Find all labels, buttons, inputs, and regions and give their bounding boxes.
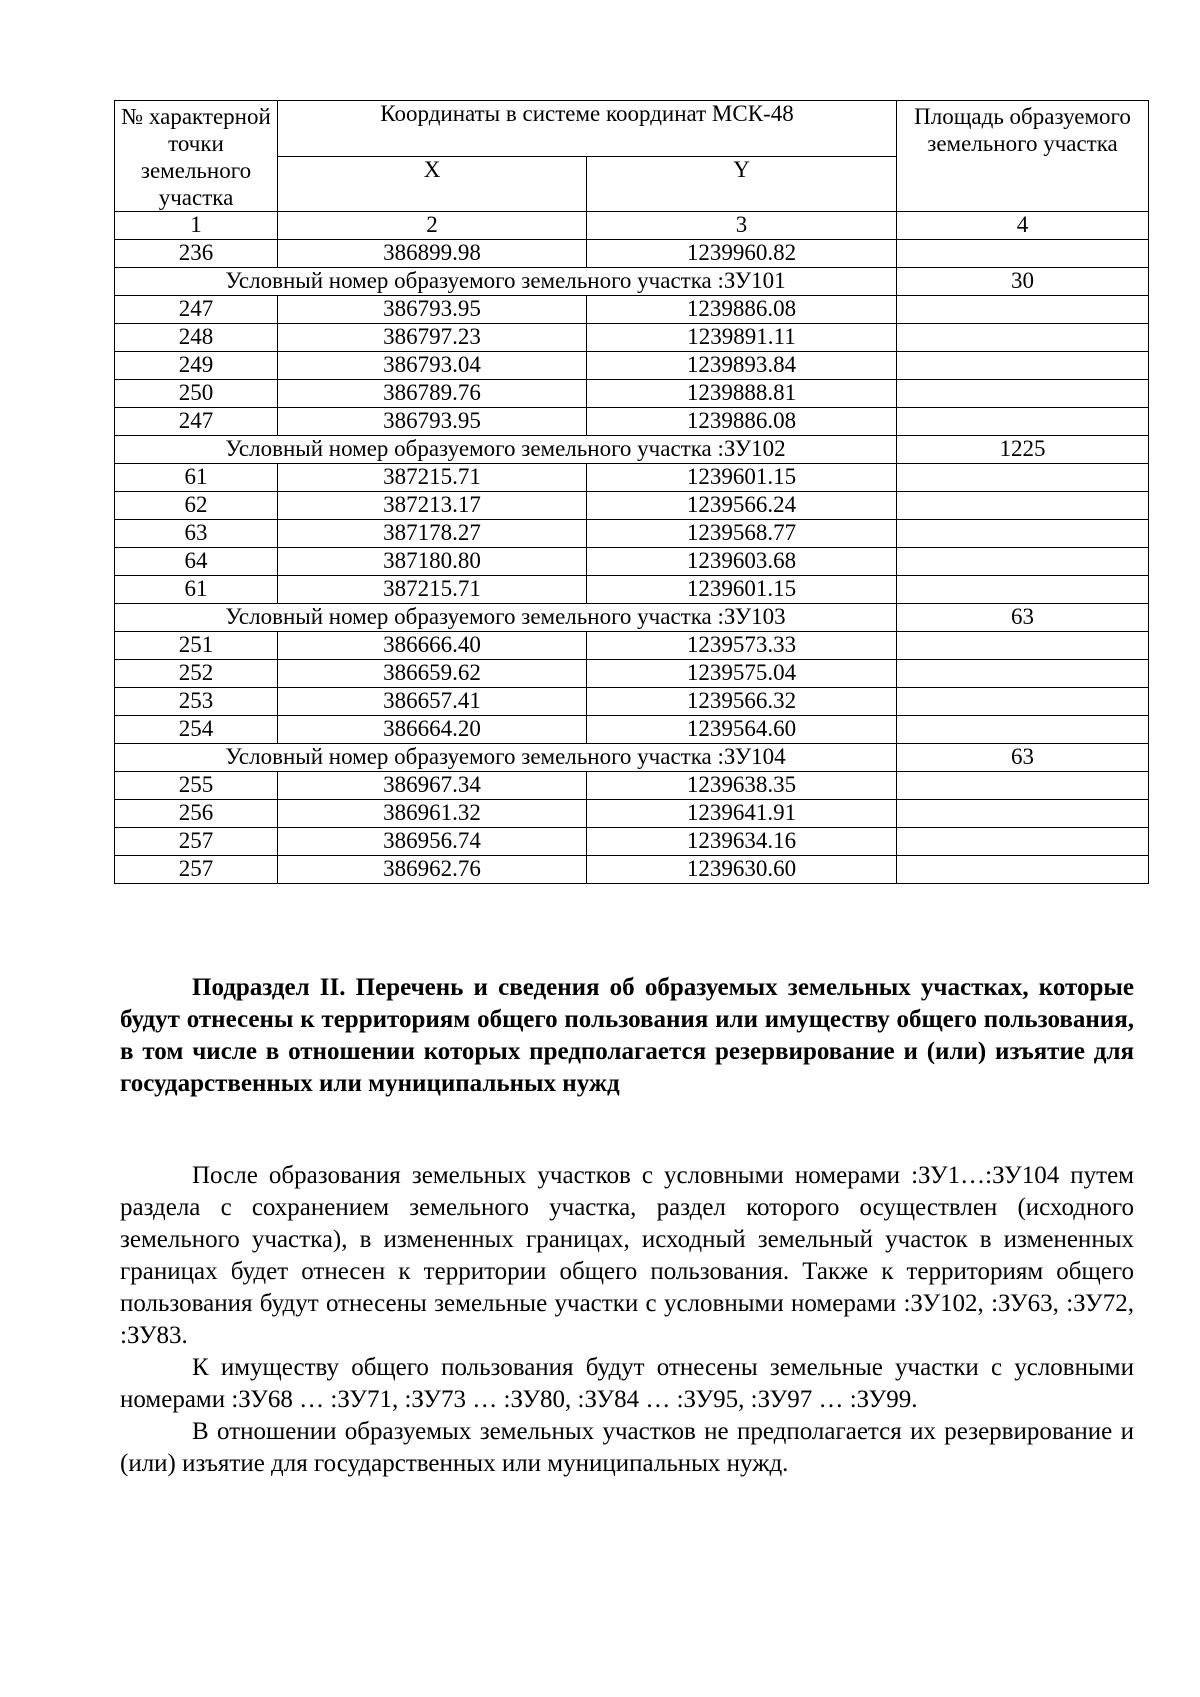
paragraph: К имуществу общего пользования будут отнесены земельные участки с условными номерами :ЗУ68 … :ЗУ71, :ЗУ73 … :ЗУ80, :ЗУ84 … :ЗУ95, :ЗУ97 … :ЗУ99.: [120, 1354, 1134, 1413]
table-row: [115, 856, 1149, 884]
coord-y: 1239566.32: [587, 688, 897, 716]
point-number: 254: [115, 716, 278, 744]
table-row: [115, 324, 1149, 352]
table-row: [115, 632, 1149, 660]
coord-y: 1239638.35: [587, 772, 897, 800]
table-row: [115, 464, 1149, 492]
parcel-area: 63: [897, 604, 1149, 632]
table-body: [115, 101, 1149, 884]
table-row: [115, 408, 1149, 436]
parcel-area: 30: [897, 268, 1149, 296]
coord-x: 386793.95: [278, 408, 587, 436]
point-number: 251: [115, 632, 278, 660]
coord-x: 386961.32: [278, 800, 587, 828]
table-row: [115, 660, 1149, 688]
column-number: 4: [897, 212, 1149, 240]
coord-x: 386956.74: [278, 828, 587, 856]
area-empty: [897, 856, 1149, 884]
area-empty: [897, 408, 1149, 436]
area-empty: [897, 632, 1149, 660]
coord-y: 1239601.15: [587, 464, 897, 492]
area-empty: [897, 772, 1149, 800]
area-empty: [897, 800, 1149, 828]
coord-x: 386793.04: [278, 352, 587, 380]
body-text: [120, 1160, 1134, 1480]
point-number: 252: [115, 660, 278, 688]
coord-y: 1239886.08: [587, 296, 897, 324]
point-number: 249: [115, 352, 278, 380]
point-number: 236: [115, 240, 278, 268]
parcel-group-row: [115, 436, 1149, 464]
point-number: 61: [115, 464, 278, 492]
coord-y: 1239886.08: [587, 408, 897, 436]
coord-x: 387213.17: [278, 492, 587, 520]
table-row: [115, 548, 1149, 576]
point-number: 257: [115, 856, 278, 884]
table-row: [115, 352, 1149, 380]
parcel-group-row: [115, 744, 1149, 772]
coord-x: 386797.23: [278, 324, 587, 352]
point-number: 62: [115, 492, 278, 520]
point-number: 256: [115, 800, 278, 828]
area-empty: [897, 660, 1149, 688]
parcel-area: 1225: [897, 436, 1149, 464]
area-empty: [897, 240, 1149, 268]
parcel-group-row: [115, 268, 1149, 296]
table-row: [115, 380, 1149, 408]
coord-y: 1239641.91: [587, 800, 897, 828]
area-empty: [897, 296, 1149, 324]
table-row: [115, 716, 1149, 744]
table-row: [115, 800, 1149, 828]
column-numbers-row: [115, 212, 1149, 240]
coord-y: 1239575.04: [587, 660, 897, 688]
area-empty: [897, 548, 1149, 576]
header-x: X: [278, 156, 587, 212]
coord-x: 386962.76: [278, 856, 587, 884]
coordinates-table: [114, 100, 1149, 884]
parcel-label: Условный номер образуемого земельного участка :ЗУ103: [115, 604, 897, 632]
point-number: 253: [115, 688, 278, 716]
coord-y: 1239630.60: [587, 856, 897, 884]
coord-x: 386666.40: [278, 632, 587, 660]
coord-y: 1239891.11: [587, 324, 897, 352]
area-empty: [897, 576, 1149, 604]
table-row: [115, 772, 1149, 800]
area-empty: [897, 520, 1149, 548]
column-number: 3: [587, 212, 897, 240]
coord-x: 386659.62: [278, 660, 587, 688]
coord-y: 1239566.24: [587, 492, 897, 520]
column-number: 2: [278, 212, 587, 240]
coord-x: 387180.80: [278, 548, 587, 576]
table-row: [115, 828, 1149, 856]
coord-x: 386664.20: [278, 716, 587, 744]
area-empty: [897, 828, 1149, 856]
parcel-label: Условный номер образуемого земельного участка :ЗУ102: [115, 436, 897, 464]
area-empty: [897, 492, 1149, 520]
parcel-label: Условный номер образуемого земельного участка :ЗУ101: [115, 268, 897, 296]
coord-y: 1239634.16: [587, 828, 897, 856]
paragraph: После образования земельных участков с условными номерами :ЗУ1…:ЗУ104 путем раздела с сохранением земельного участка, раздел которого осуществлен (исходного земельного участка), в измененных границах, исходный земельный участок в измененных границах будет отнесен к территории общего пользования. Также к территориям общего пользования будут отнесены земельные участки с условными номерами :ЗУ102, :ЗУ63, :ЗУ72, :ЗУ83.: [120, 1162, 1134, 1349]
coord-x: 386967.34: [278, 772, 587, 800]
point-number: 247: [115, 408, 278, 436]
coord-x: 387178.27: [278, 520, 587, 548]
point-number: 61: [115, 576, 278, 604]
point-number: 255: [115, 772, 278, 800]
coord-y: 1239573.33: [587, 632, 897, 660]
coord-y: 1239893.84: [587, 352, 897, 380]
point-number: 64: [115, 548, 278, 576]
header-y: Y: [587, 156, 897, 212]
coord-x: 386789.76: [278, 380, 587, 408]
area-empty: [897, 688, 1149, 716]
coord-y: 1239568.77: [587, 520, 897, 548]
paragraph: В отношении образуемых земельных участков не предполагается их резервирование и (или) изъятие для государственных или муниципальных нужд.: [120, 1418, 1134, 1477]
coord-y: 1239960.82: [587, 240, 897, 268]
table-row: [115, 492, 1149, 520]
table-row: [115, 240, 1149, 268]
point-number: 257: [115, 828, 278, 856]
coord-x: 386899.98: [278, 240, 587, 268]
parcel-label: Условный номер образуемого земельного участка :ЗУ104: [115, 744, 897, 772]
point-number: 250: [115, 380, 278, 408]
header-area: Площадь образуемого земельного участка: [897, 101, 1149, 212]
point-number: 247: [115, 296, 278, 324]
area-empty: [897, 464, 1149, 492]
point-number: 248: [115, 324, 278, 352]
coord-x: 387215.71: [278, 576, 587, 604]
table-row: [115, 576, 1149, 604]
point-number: 63: [115, 520, 278, 548]
table-row: [115, 688, 1149, 716]
coord-y: 1239603.68: [587, 548, 897, 576]
area-empty: [897, 716, 1149, 744]
area-empty: [897, 380, 1149, 408]
coord-x: 387215.71: [278, 464, 587, 492]
parcel-area: 63: [897, 744, 1149, 772]
area-empty: [897, 352, 1149, 380]
header-point-number: № характерной точки земельного участка: [115, 101, 278, 212]
parcel-group-row: [115, 604, 1149, 632]
coord-x: 386657.41: [278, 688, 587, 716]
coord-x: 386793.95: [278, 296, 587, 324]
header-coordinates: Координаты в системе координат МСК-48: [278, 101, 897, 157]
table-row: [115, 520, 1149, 548]
table-header-row: [115, 101, 1149, 157]
coord-y: 1239564.60: [587, 716, 897, 744]
subsection-heading: Подраздел II. Перечень и сведения об образуемых земельных участках, которые будут отнесены к территориям общего пользования или имуществу общего пользования, в том числе в отношении которых предполагается резервирование и (или) изъятие для государственных или муниципальных нужд: [120, 974, 1134, 1097]
table-row: [115, 296, 1149, 324]
coord-y: 1239601.15: [587, 576, 897, 604]
column-number: 1: [115, 212, 278, 240]
area-empty: [897, 324, 1149, 352]
coord-y: 1239888.81: [587, 380, 897, 408]
